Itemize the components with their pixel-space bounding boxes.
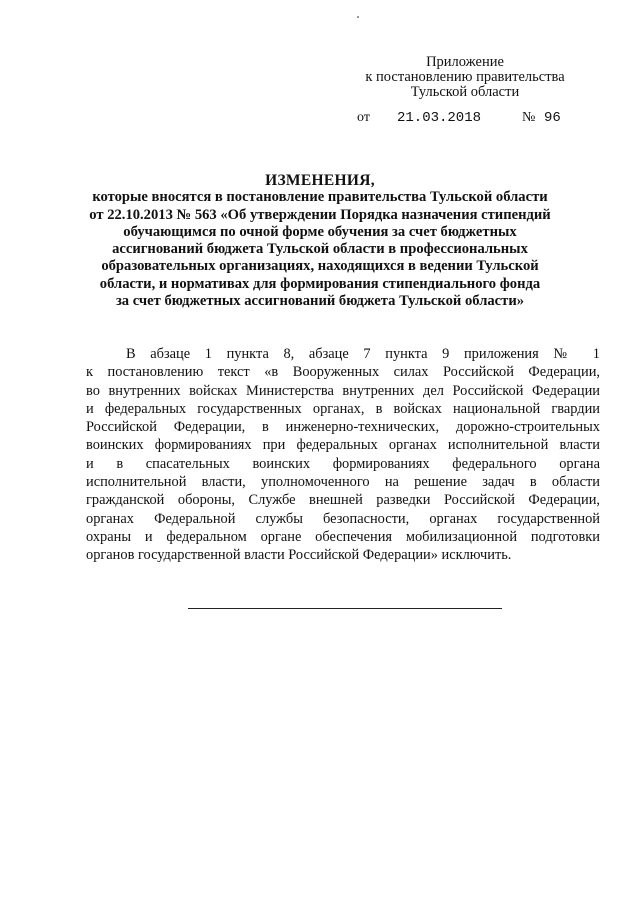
- date-from-label: от: [357, 110, 370, 125]
- body-line: охраны и федеральном органе обеспечения мобилизационной подготовки: [86, 528, 600, 545]
- appendix-header: [340, 55, 590, 100]
- body-line: воинских формированиях при федеральных органах исполнительной власти: [86, 437, 600, 454]
- document-date: 21.03.2018: [397, 110, 482, 126]
- heading-title: ИЗМЕНЕНИЯ,: [265, 172, 375, 189]
- heading-line: области, и нормативах для формирования стипендиального фонда: [99, 275, 541, 292]
- body-line: В абзаце 1 пункта 8, абзаце 7 пункта 9 приложения № 1: [126, 346, 600, 362]
- body-line: и в спасательных воинских формированиях федерального органа: [86, 455, 600, 472]
- body-line: Российской Федерации, в инженерно-технических, дорожно-строительных: [86, 419, 600, 436]
- body-line: органов государственной власти Российской Федерации» исключить.: [86, 547, 512, 564]
- heading-line: ассигнований бюджета Тульской области в профессиональных: [112, 241, 528, 258]
- appendix-line-1: Приложение: [426, 54, 504, 70]
- body-line: исполнительной власти, уполномоченного на решение задач в области: [86, 474, 600, 491]
- document-heading: [80, 172, 560, 310]
- body-line: и федеральных государственных органах, в войсках национальной гвардии: [86, 400, 600, 417]
- closing-divider: [188, 608, 502, 609]
- heading-line: которые вносятся в постановление правительства Тульской области: [92, 189, 548, 206]
- heading-line: обучающимся по очной форме обучения за счет бюджетных: [123, 223, 517, 240]
- body-line: органах Федеральной службы безопасности, органах государственной: [86, 510, 600, 527]
- body-line: гражданской обороны, Службе внешней разведки Российской Федерации,: [86, 492, 600, 509]
- number-label: №: [522, 110, 536, 125]
- heading-line: от 22.10.2013 № 563 «Об утверждении Порядка назначения стипендий: [89, 206, 551, 223]
- body-line: к постановлению текст «в Вооруженных силах Российской Федерации,: [86, 364, 600, 381]
- heading-line: за счет бюджетных ассигнований бюджета Тульской области»: [115, 293, 525, 310]
- appendix-line-3: Тульской области: [410, 84, 520, 100]
- body-paragraph: [86, 345, 600, 565]
- document-number: 96: [544, 110, 561, 126]
- heading-line: образовательных организациях, находящихся в ведении Тульской: [101, 258, 539, 275]
- scan-speck: [357, 16, 359, 18]
- appendix-line-2: к постановлению правительства: [365, 69, 565, 85]
- body-line: во внутренних войсках Министерства внутренних дел Российской Федерации: [86, 382, 600, 399]
